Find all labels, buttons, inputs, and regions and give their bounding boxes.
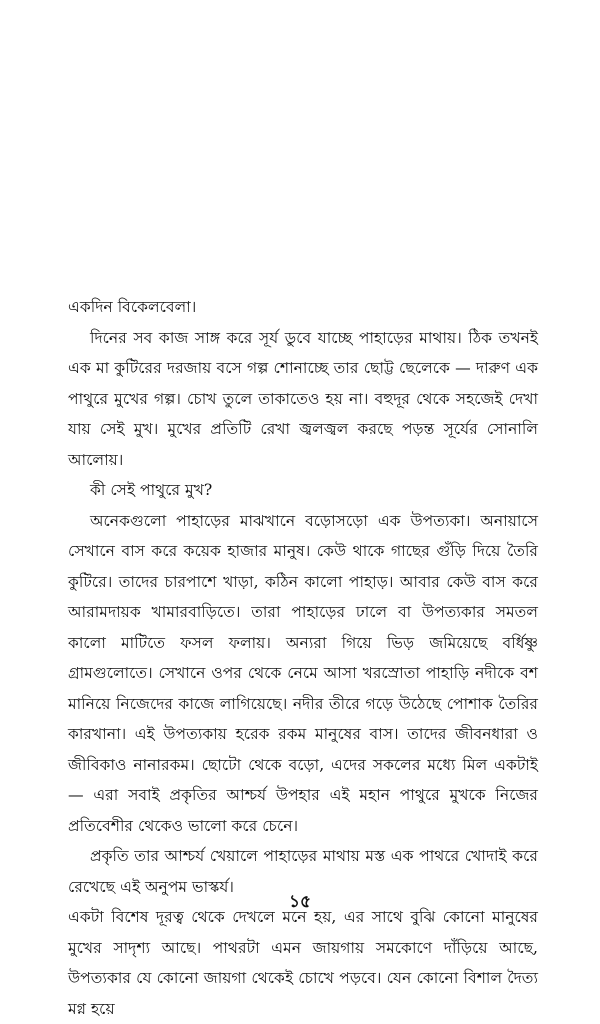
paragraph-3: কী সেই পাথুরে মুখ? [90, 481, 213, 499]
page-number: ১৫ [288, 892, 312, 912]
paragraph-1: একদিন বিকেলবেলা। [68, 298, 197, 316]
paragraph-6: একটা বিশেষ দূরত্ব থেকে দেখলে মনে হয়, এর সাথে বুঝি কোনো মানুষের মুখের সাদৃশ্য আছে। পাথরটা এমন জায়গায় সমকোণে দাঁড়িয়ে আছে, উপত্যকার যে কোনো জায়গা থেকেই চোখে পড়বে। যেন কোনো বিশাল দৈত্য মগ্ন হয়ে [68, 908, 538, 1018]
paragraph-4: অনেকগুলো পাহাড়ের মাঝখানে বড়োসড়ো এক উপত্যকা। অনায়াসে সেখানে বাস করে কয়েক হাজার মানুষ। কেউ থাকে গাছের গুঁড়ি দিয়ে তৈরি কুটিরে। তাদের চারপাশে খাড়া, কঠিন কালো পাহাড়। আবার কেউ বাস করে আরামদায়ক খামারবাড়িতে। তারা পাহাড়ের ঢালে বা উপত্যকার সমতল কালো মাটিতে ফসল ফলায়। অন্যরা গিয়ে ভিড় জমিয়েছে বর্ধিষ্ণু গ্রামগুলোতে। সেখানে ওপর থেকে নেমে আসা খরস্রোতা পাহাড়ি নদীকে বশ মানিয়ে নিজেদের কাজে লাগিয়েছে। নদীর তীরে গড়ে উঠেছে পোশাক তৈরির কারখানা। এই উপত্যকায় হরেক রকম মানুষের বাস। তাদের জীবনধারা ও জীবিকাও নানারকম। ছোটো থেকে বড়ো, এদের সকলের মধ্যে মিল একটাই — এরা সবাই প্রকৃতির আশ্চর্য উপহার এই মহান পাথুরে মুখকে নিজের প্রতিবেশীর থেকেও ভালো করে চেনে। [68, 511, 538, 835]
paragraph-2: দিনের সব কাজ সাঙ্গ করে সূর্য ডুবে যাচ্ছে পাহাড়ের মাথায়। ঠিক তখনই এক মা কুটিরের দরজায় বসে গল্প শোনাচ্ছে তার ছোট্ট ছেলেকে — দারুণ এক পাথুরে মুখের গল্প। চোখ তুলে তাকাতেও হয় না। বহুদূর থেকে সহজেই দেখা যায় সেই মুখ। মুখের প্রতিটি রেখা জ্বলজ্বল করছে পড়ন্ত সূর্যের সোনালি আলোয়। [68, 328, 538, 469]
paragraph-5: প্রকৃতি তার আশ্চর্য খেয়ালে পাহাড়ের মাথায় মস্ত এক পাথরে খোদাই করে রেখেছে এই অনুপম ভাস্কর্য। [68, 847, 538, 896]
